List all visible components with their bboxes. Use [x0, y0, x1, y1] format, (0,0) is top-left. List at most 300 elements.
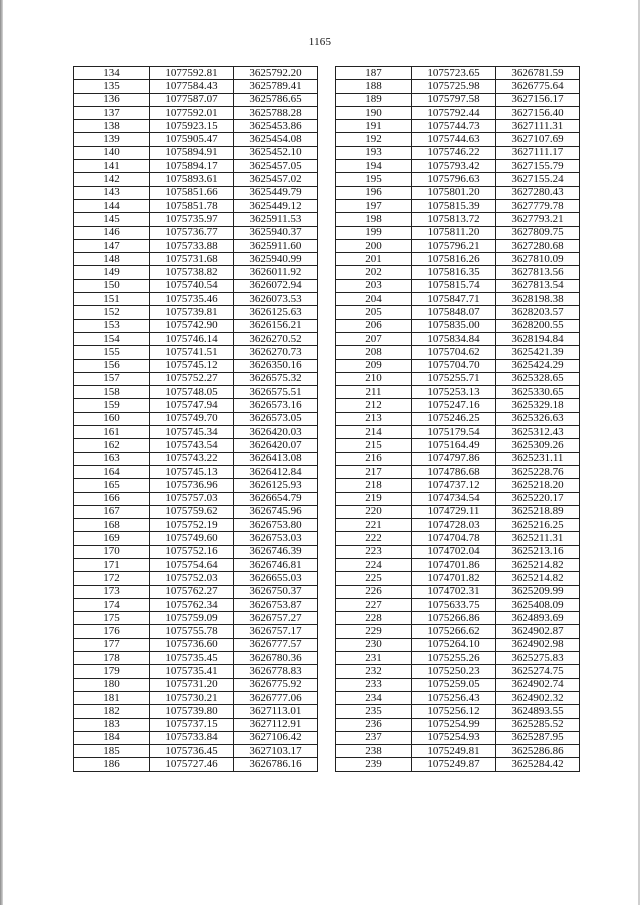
- table-row: [74, 306, 318, 319]
- table-row: [336, 572, 580, 585]
- table-row: [74, 558, 318, 571]
- y-coordinate-cell: 3626757.17: [234, 625, 318, 638]
- x-coordinate-cell: 1075255.71: [412, 372, 496, 385]
- y-coordinate-cell: 3626073.53: [234, 293, 318, 306]
- y-coordinate-cell: 3625220.17: [496, 492, 580, 505]
- point-number-cell: 165: [74, 479, 150, 492]
- x-coordinate-cell: 1075736.77: [150, 226, 234, 239]
- y-coordinate-cell: 3625286.86: [496, 745, 580, 758]
- x-coordinate-cell: 1075752.03: [150, 572, 234, 585]
- point-number-cell: 239: [336, 758, 412, 771]
- table-row: [336, 359, 580, 372]
- point-number-cell: 225: [336, 572, 412, 585]
- x-coordinate-cell: 1075796.63: [412, 173, 496, 186]
- point-number-cell: 216: [336, 452, 412, 465]
- y-coordinate-cell: 3625449.79: [234, 186, 318, 199]
- x-coordinate-cell: 1074737.12: [412, 479, 496, 492]
- table-row: [336, 652, 580, 665]
- point-number-cell: 196: [336, 186, 412, 199]
- y-coordinate-cell: 3625786.65: [234, 93, 318, 106]
- point-number-cell: 206: [336, 319, 412, 332]
- y-coordinate-cell: 3627779.78: [496, 199, 580, 212]
- y-coordinate-cell: 3626413.08: [234, 452, 318, 465]
- y-coordinate-cell: 3625228.76: [496, 465, 580, 478]
- y-coordinate-cell: 3625452.10: [234, 146, 318, 159]
- x-coordinate-cell: 1075813.72: [412, 213, 496, 226]
- y-coordinate-cell: 3625231.11: [496, 452, 580, 465]
- point-number-cell: 203: [336, 279, 412, 292]
- table-row: [336, 545, 580, 558]
- point-number-cell: 214: [336, 426, 412, 439]
- y-coordinate-cell: 3626753.80: [234, 519, 318, 532]
- table-row: [74, 545, 318, 558]
- x-coordinate-cell: 1074797.86: [412, 452, 496, 465]
- y-coordinate-cell: 3624893.55: [496, 705, 580, 718]
- x-coordinate-cell: 1075259.05: [412, 678, 496, 691]
- point-number-cell: 174: [74, 598, 150, 611]
- point-number-cell: 238: [336, 745, 412, 758]
- point-number-cell: 195: [336, 173, 412, 186]
- point-number-cell: 156: [74, 359, 150, 372]
- y-coordinate-cell: 3624902.74: [496, 678, 580, 691]
- table-row: [74, 279, 318, 292]
- table-row: [74, 585, 318, 598]
- table-row: [74, 319, 318, 332]
- x-coordinate-cell: 1077584.43: [150, 80, 234, 93]
- scan-edge-left: [0, 0, 3, 905]
- y-coordinate-cell: 3626270.73: [234, 346, 318, 359]
- table-row: [336, 426, 580, 439]
- point-number-cell: 190: [336, 106, 412, 119]
- table-row: [74, 758, 318, 771]
- point-number-cell: 180: [74, 678, 150, 691]
- x-coordinate-cell: 1074734.54: [412, 492, 496, 505]
- coordinate-table-right: [335, 66, 580, 772]
- x-coordinate-cell: 1077587.07: [150, 93, 234, 106]
- y-coordinate-cell: 3625309.26: [496, 439, 580, 452]
- point-number-cell: 212: [336, 399, 412, 412]
- table-row: [74, 213, 318, 226]
- y-coordinate-cell: 3625424.29: [496, 359, 580, 372]
- y-coordinate-cell: 3625421.39: [496, 346, 580, 359]
- point-number-cell: 164: [74, 465, 150, 478]
- point-number-cell: 226: [336, 585, 412, 598]
- y-coordinate-cell: 3625911.60: [234, 239, 318, 252]
- table-row: [74, 253, 318, 266]
- table-row: [336, 691, 580, 704]
- y-coordinate-cell: 3625285.52: [496, 718, 580, 731]
- x-coordinate-cell: 1074701.82: [412, 572, 496, 585]
- point-number-cell: 134: [74, 67, 150, 80]
- table-row: [336, 120, 580, 133]
- table-row: [336, 239, 580, 252]
- table-row: [336, 306, 580, 319]
- table-row: [336, 625, 580, 638]
- y-coordinate-cell: 3624902.87: [496, 625, 580, 638]
- point-number-cell: 228: [336, 612, 412, 625]
- point-number-cell: 157: [74, 372, 150, 385]
- point-number-cell: 172: [74, 572, 150, 585]
- table-row: [74, 332, 318, 345]
- point-number-cell: 167: [74, 505, 150, 518]
- table-row: [74, 386, 318, 399]
- x-coordinate-cell: 1075748.05: [150, 386, 234, 399]
- y-coordinate-cell: 3624902.98: [496, 638, 580, 651]
- x-coordinate-cell: 1075723.65: [412, 67, 496, 80]
- point-number-cell: 204: [336, 293, 412, 306]
- point-number-cell: 194: [336, 160, 412, 173]
- x-coordinate-cell: 1075735.41: [150, 665, 234, 678]
- x-coordinate-cell: 1075740.54: [150, 279, 234, 292]
- y-coordinate-cell: 3625218.89: [496, 505, 580, 518]
- point-number-cell: 186: [74, 758, 150, 771]
- y-coordinate-cell: 3627111.31: [496, 120, 580, 133]
- y-coordinate-cell: 3625449.12: [234, 199, 318, 212]
- table-row: [336, 372, 580, 385]
- point-number-cell: 144: [74, 199, 150, 212]
- coordinate-table-left: [73, 66, 318, 772]
- y-coordinate-cell: 3626781.59: [496, 67, 580, 80]
- y-coordinate-cell: 3625792.20: [234, 67, 318, 80]
- table-row: [336, 479, 580, 492]
- table-row: [74, 359, 318, 372]
- y-coordinate-cell: 3625209.99: [496, 585, 580, 598]
- y-coordinate-cell: 3626780.36: [234, 652, 318, 665]
- y-coordinate-cell: 3626270.52: [234, 332, 318, 345]
- x-coordinate-cell: 1075747.94: [150, 399, 234, 412]
- point-number-cell: 201: [336, 253, 412, 266]
- x-coordinate-cell: 1075266.86: [412, 612, 496, 625]
- x-coordinate-cell: 1075633.75: [412, 598, 496, 611]
- x-coordinate-cell: 1075801.20: [412, 186, 496, 199]
- x-coordinate-cell: 1075792.44: [412, 106, 496, 119]
- point-number-cell: 153: [74, 319, 150, 332]
- x-coordinate-cell: 1075736.96: [150, 479, 234, 492]
- y-coordinate-cell: 3627809.75: [496, 226, 580, 239]
- x-coordinate-cell: 1075752.27: [150, 372, 234, 385]
- x-coordinate-cell: 1074702.04: [412, 545, 496, 558]
- x-coordinate-cell: 1075727.46: [150, 758, 234, 771]
- y-coordinate-cell: 3626575.32: [234, 372, 318, 385]
- point-number-cell: 209: [336, 359, 412, 372]
- point-number-cell: 150: [74, 279, 150, 292]
- x-coordinate-cell: 1077592.01: [150, 106, 234, 119]
- point-number-cell: 145: [74, 213, 150, 226]
- point-number-cell: 219: [336, 492, 412, 505]
- table-row: [74, 465, 318, 478]
- y-coordinate-cell: 3628198.38: [496, 293, 580, 306]
- table-row: [336, 332, 580, 345]
- table-row: [336, 399, 580, 412]
- point-number-cell: 223: [336, 545, 412, 558]
- table-row: [336, 80, 580, 93]
- y-coordinate-cell: 3626786.16: [234, 758, 318, 771]
- point-number-cell: 155: [74, 346, 150, 359]
- table-row: [336, 598, 580, 611]
- y-coordinate-cell: 3627112.91: [234, 718, 318, 731]
- point-number-cell: 234: [336, 691, 412, 704]
- x-coordinate-cell: 1075894.17: [150, 160, 234, 173]
- x-coordinate-cell: 1074704.78: [412, 532, 496, 545]
- x-coordinate-cell: 1074728.03: [412, 519, 496, 532]
- x-coordinate-cell: 1075759.09: [150, 612, 234, 625]
- y-coordinate-cell: 3625940.37: [234, 226, 318, 239]
- point-number-cell: 215: [336, 439, 412, 452]
- point-number-cell: 170: [74, 545, 150, 558]
- table-row: [74, 186, 318, 199]
- x-coordinate-cell: 1074786.68: [412, 465, 496, 478]
- y-coordinate-cell: 3626775.92: [234, 678, 318, 691]
- table-row: [336, 492, 580, 505]
- point-number-cell: 137: [74, 106, 150, 119]
- x-coordinate-cell: 1075797.58: [412, 93, 496, 106]
- y-coordinate-cell: 3627813.56: [496, 266, 580, 279]
- page-number: 1165: [308, 36, 332, 48]
- point-number-cell: 193: [336, 146, 412, 159]
- x-coordinate-cell: 1075851.78: [150, 199, 234, 212]
- y-coordinate-cell: 3627810.09: [496, 253, 580, 266]
- table-row: [336, 386, 580, 399]
- y-coordinate-cell: 3627280.68: [496, 239, 580, 252]
- x-coordinate-cell: 1075749.60: [150, 532, 234, 545]
- y-coordinate-cell: 3625312.43: [496, 426, 580, 439]
- x-coordinate-cell: 1075742.90: [150, 319, 234, 332]
- point-number-cell: 217: [336, 465, 412, 478]
- point-number-cell: 142: [74, 173, 150, 186]
- point-number-cell: 208: [336, 346, 412, 359]
- point-number-cell: 224: [336, 558, 412, 571]
- point-number-cell: 148: [74, 253, 150, 266]
- table-row: [74, 452, 318, 465]
- x-coordinate-cell: 1075256.12: [412, 705, 496, 718]
- x-coordinate-cell: 1075164.49: [412, 439, 496, 452]
- point-number-cell: 205: [336, 306, 412, 319]
- point-number-cell: 218: [336, 479, 412, 492]
- y-coordinate-cell: 3626655.03: [234, 572, 318, 585]
- table-row: [336, 266, 580, 279]
- x-coordinate-cell: 1075811.20: [412, 226, 496, 239]
- table-row: [74, 226, 318, 239]
- x-coordinate-cell: 1075255.26: [412, 652, 496, 665]
- point-number-cell: 211: [336, 386, 412, 399]
- point-number-cell: 141: [74, 160, 150, 173]
- y-coordinate-cell: 3626778.83: [234, 665, 318, 678]
- x-coordinate-cell: 1075759.62: [150, 505, 234, 518]
- table-row: [336, 465, 580, 478]
- table-row: [74, 598, 318, 611]
- y-coordinate-cell: 3625287.95: [496, 731, 580, 744]
- table-row: [74, 479, 318, 492]
- x-coordinate-cell: 1075254.99: [412, 718, 496, 731]
- x-coordinate-cell: 1075816.35: [412, 266, 496, 279]
- table-row: [74, 293, 318, 306]
- point-number-cell: 189: [336, 93, 412, 106]
- x-coordinate-cell: 1075745.13: [150, 465, 234, 478]
- y-coordinate-cell: 3628203.57: [496, 306, 580, 319]
- point-number-cell: 187: [336, 67, 412, 80]
- point-number-cell: 152: [74, 306, 150, 319]
- y-coordinate-cell: 3625408.09: [496, 598, 580, 611]
- y-coordinate-cell: 3626125.63: [234, 306, 318, 319]
- y-coordinate-cell: 3625214.82: [496, 558, 580, 571]
- point-number-cell: 233: [336, 678, 412, 691]
- x-coordinate-cell: 1075752.19: [150, 519, 234, 532]
- table-row: [336, 199, 580, 212]
- table-row: [336, 186, 580, 199]
- point-number-cell: 230: [336, 638, 412, 651]
- y-coordinate-cell: 3626420.03: [234, 426, 318, 439]
- table-row: [336, 146, 580, 159]
- table-row: [336, 253, 580, 266]
- table-row: [336, 319, 580, 332]
- x-coordinate-cell: 1075745.34: [150, 426, 234, 439]
- y-coordinate-cell: 3625274.75: [496, 665, 580, 678]
- x-coordinate-cell: 1075815.74: [412, 279, 496, 292]
- x-coordinate-cell: 1075894.91: [150, 146, 234, 159]
- y-coordinate-cell: 3626777.57: [234, 638, 318, 651]
- table-row: [74, 731, 318, 744]
- x-coordinate-cell: 1075796.21: [412, 239, 496, 252]
- table-row: [74, 426, 318, 439]
- table-row: [74, 572, 318, 585]
- x-coordinate-cell: 1075816.26: [412, 253, 496, 266]
- table-row: [336, 452, 580, 465]
- x-coordinate-cell: 1075266.62: [412, 625, 496, 638]
- x-coordinate-cell: 1075835.00: [412, 319, 496, 332]
- point-number-cell: 162: [74, 439, 150, 452]
- x-coordinate-cell: 1075744.63: [412, 133, 496, 146]
- x-coordinate-cell: 1075744.73: [412, 120, 496, 133]
- point-number-cell: 184: [74, 731, 150, 744]
- x-coordinate-cell: 1075254.93: [412, 731, 496, 744]
- y-coordinate-cell: 3627107.69: [496, 133, 580, 146]
- x-coordinate-cell: 1075733.88: [150, 239, 234, 252]
- y-coordinate-cell: 3626573.05: [234, 412, 318, 425]
- y-coordinate-cell: 3625284.42: [496, 758, 580, 771]
- x-coordinate-cell: 1075253.13: [412, 386, 496, 399]
- point-number-cell: 146: [74, 226, 150, 239]
- x-coordinate-cell: 1075893.61: [150, 173, 234, 186]
- point-number-cell: 183: [74, 718, 150, 731]
- y-coordinate-cell: 3625453.86: [234, 120, 318, 133]
- point-number-cell: 199: [336, 226, 412, 239]
- table-row: [336, 226, 580, 239]
- x-coordinate-cell: 1075731.68: [150, 253, 234, 266]
- point-number-cell: 169: [74, 532, 150, 545]
- x-coordinate-cell: 1075704.70: [412, 359, 496, 372]
- table-row: [336, 758, 580, 771]
- x-coordinate-cell: 1075851.66: [150, 186, 234, 199]
- x-coordinate-cell: 1075733.84: [150, 731, 234, 744]
- x-coordinate-cell: 1075815.39: [412, 199, 496, 212]
- point-number-cell: 235: [336, 705, 412, 718]
- point-number-cell: 231: [336, 652, 412, 665]
- point-number-cell: 159: [74, 399, 150, 412]
- point-number-cell: 149: [74, 266, 150, 279]
- table-row: [74, 612, 318, 625]
- x-coordinate-cell: 1075746.14: [150, 332, 234, 345]
- y-coordinate-cell: 3625216.25: [496, 519, 580, 532]
- y-coordinate-cell: 3626125.93: [234, 479, 318, 492]
- x-coordinate-cell: 1075725.98: [412, 80, 496, 93]
- table-row: [74, 652, 318, 665]
- point-number-cell: 181: [74, 691, 150, 704]
- y-coordinate-cell: 3626575.51: [234, 386, 318, 399]
- point-number-cell: 143: [74, 186, 150, 199]
- point-number-cell: 163: [74, 452, 150, 465]
- table-row: [74, 120, 318, 133]
- x-coordinate-cell: 1075736.60: [150, 638, 234, 651]
- table-row: [336, 519, 580, 532]
- table-row: [336, 346, 580, 359]
- y-coordinate-cell: 3627156.17: [496, 93, 580, 106]
- point-number-cell: 161: [74, 426, 150, 439]
- point-number-cell: 198: [336, 213, 412, 226]
- table-row: [336, 160, 580, 173]
- point-number-cell: 178: [74, 652, 150, 665]
- x-coordinate-cell: 1075179.54: [412, 426, 496, 439]
- table-row: [74, 346, 318, 359]
- y-coordinate-cell: 3625911.53: [234, 213, 318, 226]
- table-row: [74, 745, 318, 758]
- y-coordinate-cell: 3627155.79: [496, 160, 580, 173]
- table-row: [74, 439, 318, 452]
- x-coordinate-cell: 1075834.84: [412, 332, 496, 345]
- x-coordinate-cell: 1075704.62: [412, 346, 496, 359]
- table-row: [336, 718, 580, 731]
- x-coordinate-cell: 1075743.22: [150, 452, 234, 465]
- point-number-cell: 221: [336, 519, 412, 532]
- x-coordinate-cell: 1074702.31: [412, 585, 496, 598]
- x-coordinate-cell: 1075249.81: [412, 745, 496, 758]
- x-coordinate-cell: 1075735.46: [150, 293, 234, 306]
- table-row: [74, 532, 318, 545]
- y-coordinate-cell: 3628200.55: [496, 319, 580, 332]
- x-coordinate-cell: 1075731.20: [150, 678, 234, 691]
- table-row: [336, 705, 580, 718]
- x-coordinate-cell: 1075757.03: [150, 492, 234, 505]
- table-row: [74, 266, 318, 279]
- y-coordinate-cell: 3626750.37: [234, 585, 318, 598]
- table-row: [74, 67, 318, 80]
- table-row: [74, 705, 318, 718]
- y-coordinate-cell: 3625457.02: [234, 173, 318, 186]
- point-number-cell: 229: [336, 625, 412, 638]
- y-coordinate-cell: 3625457.05: [234, 160, 318, 173]
- y-coordinate-cell: 3628194.84: [496, 332, 580, 345]
- y-coordinate-cell: 3624902.32: [496, 691, 580, 704]
- x-coordinate-cell: 1075738.82: [150, 266, 234, 279]
- y-coordinate-cell: 3626777.06: [234, 691, 318, 704]
- point-number-cell: 173: [74, 585, 150, 598]
- table-row: [74, 173, 318, 186]
- table-row: [336, 638, 580, 651]
- point-number-cell: 237: [336, 731, 412, 744]
- point-number-cell: 154: [74, 332, 150, 345]
- point-number-cell: 171: [74, 558, 150, 571]
- y-coordinate-cell: 3625330.65: [496, 386, 580, 399]
- table-row: [74, 665, 318, 678]
- point-number-cell: 140: [74, 146, 150, 159]
- table-row: [336, 133, 580, 146]
- table-row: [336, 505, 580, 518]
- table-row: [336, 213, 580, 226]
- point-number-cell: 200: [336, 239, 412, 252]
- table-row: [336, 745, 580, 758]
- point-number-cell: 138: [74, 120, 150, 133]
- table-row: [74, 106, 318, 119]
- y-coordinate-cell: 3627103.17: [234, 745, 318, 758]
